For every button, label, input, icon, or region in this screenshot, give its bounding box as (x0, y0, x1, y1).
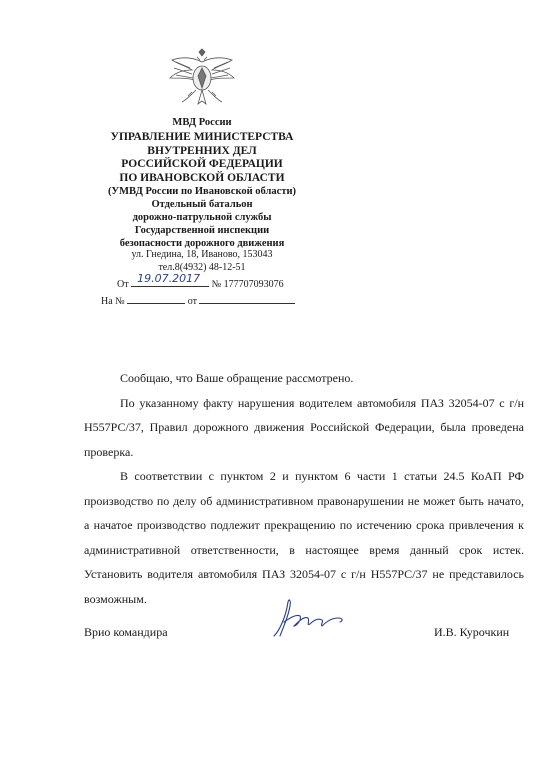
number-label: № (211, 279, 222, 290)
org-line: УПРАВЛЕНИЕ МИНИСТЕРСТВА (110, 131, 294, 143)
signatory-name: И.В. Курочкин (434, 625, 510, 639)
date-field (131, 272, 209, 287)
org-line: Государственной инспекции (134, 225, 270, 236)
org-line: (УМВД России по Ивановской области) (107, 186, 297, 197)
org-line: ПО ИВАНОВСКОЙ ОБЛАСТИ (119, 171, 285, 184)
outgoing-reference (117, 272, 284, 290)
org-line: ВНУТРЕННИХ ДЕЛ (147, 144, 257, 157)
phone: тел.8(4932) 48-12-51 (158, 262, 246, 273)
handwritten-date: 19.07.2017 (137, 272, 201, 285)
mvd-eagle-emblem-icon (166, 48, 238, 108)
from-label: От (117, 279, 129, 290)
reference-number: 177707093076 (223, 279, 284, 290)
org-line: РОССИЙСКОЙ ФЕДЕРАЦИИ (121, 158, 283, 171)
org-line: Отдельный батальон (151, 199, 253, 210)
org-subblock (84, 185, 320, 250)
org-line: безопасности дорожного движения (119, 238, 285, 249)
signatory-position: Врио командира (84, 625, 168, 639)
incoming-reference (101, 294, 295, 307)
paragraph: В соответствии с пунктом 2 и пунктом 6 части 1 статьи 24.5 КоАП РФ производство по делу об административном правонарушении не может быть начато, а начатое производство подлежит прекращению по истечению срока привлечения к административной ответственности, в настоящее время данный срок истек. Установить водителя автомобиля ПАЗ 32054-07 с г/н Н557РС/37 не представилось возможным. (84, 469, 524, 606)
of-label: от (187, 296, 197, 307)
org-block (84, 131, 320, 185)
org-line: дорожно-патрульной службы (132, 212, 272, 223)
incoming-date-field (199, 294, 295, 304)
incoming-number-field (127, 294, 185, 304)
ministry-short-name: МВД России (172, 117, 232, 128)
letter-body (84, 366, 524, 611)
paragraph: Сообщаю, что Ваше обращение рассмотрено. (120, 371, 354, 385)
paragraph: По указанному факту нарушения водителем автомобиля ПАЗ 32054-07 с г/н Н557РС/37, Правил дорожного движения Российской Федерации, была проведена проверка. (84, 395, 524, 459)
address: ул. Гнедина, 18, Иваново, 153043 (131, 249, 273, 260)
handwritten-signature (270, 596, 350, 642)
to-label: На № (101, 296, 125, 307)
